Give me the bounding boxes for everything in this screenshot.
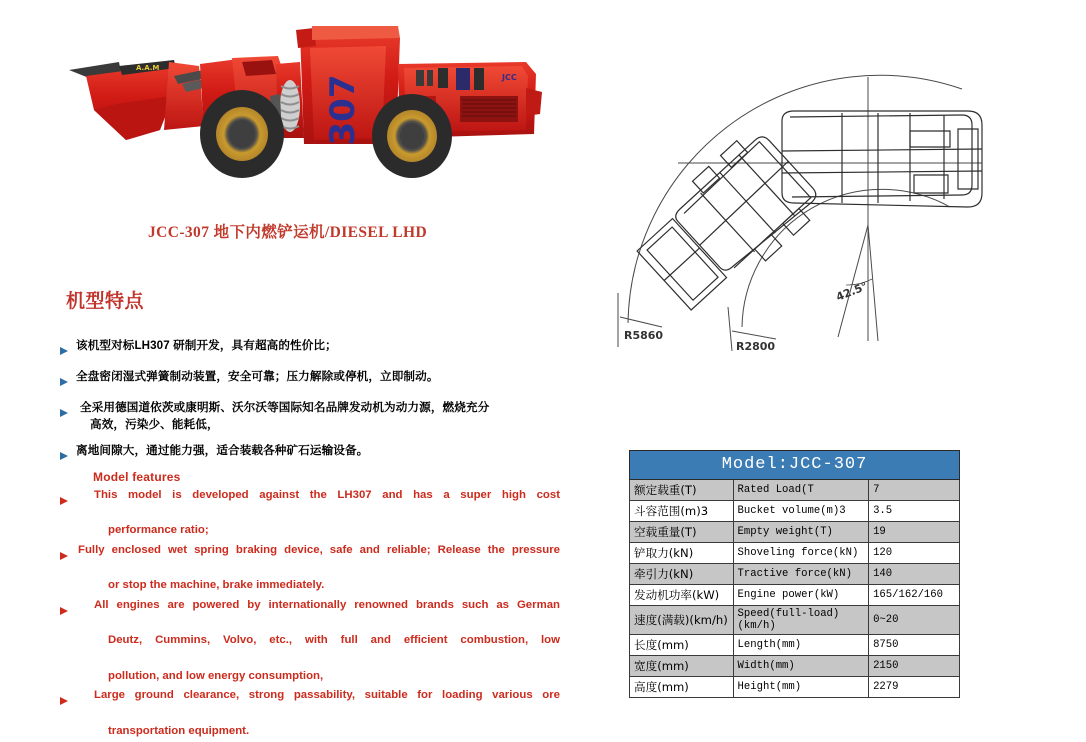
spec-label-cn: 宽度(mm)	[630, 656, 734, 677]
features-list-en	[60, 470, 560, 742]
spec-label-cn: 铲取力(kN)	[630, 543, 734, 564]
spec-value: 2150	[869, 656, 960, 677]
feature-text-en-line2: Deutz, Cummins, Volvo, etc., with full and efficient combustion, low	[108, 634, 560, 647]
feature-text-cn	[76, 400, 489, 434]
table-row	[630, 677, 960, 698]
table-row	[630, 564, 960, 585]
feature-text-en-line1: Large ground clearance, strong passability, suitable for loading various ore	[94, 689, 560, 702]
svg-text:A.A.M: A.A.M	[136, 64, 160, 72]
feature-text-cn: 该机型对标LH307 研制开发，具有超高的性价比；	[76, 339, 337, 352]
spec-label-en: Height(mm)	[733, 677, 869, 698]
spec-table	[629, 450, 960, 698]
spec-value: 8750	[869, 635, 960, 656]
features-heading-cn: 机型特点	[66, 291, 145, 312]
spec-label-en: Engine power(kW)	[733, 585, 869, 606]
feature-text-en-line2: transportation equipment.	[108, 724, 250, 737]
rear-wheel	[372, 94, 452, 178]
spec-label-cn: 高度(mm)	[630, 677, 734, 698]
spec-label-cn: 速度(满载)(km/h)	[630, 606, 734, 635]
feature-text-en-line3: pollution, and low energy consumption,	[108, 669, 324, 682]
feature-text-en	[78, 487, 560, 540]
bullet-triangle-icon	[60, 400, 76, 434]
feature-text-en-line2: or stop the machine, brake immediately.	[108, 579, 325, 592]
spec-value: 19	[869, 522, 960, 543]
unit-number-text: 307	[323, 74, 363, 146]
spec-value: 120	[869, 543, 960, 564]
turning-radius-diagram	[610, 55, 1010, 355]
spec-label-en: Shoveling force(kN)	[733, 543, 869, 564]
feature-text-cn: 离地间隙大，通过能力强，适合装载各种矿石运输设备。	[76, 443, 369, 457]
spec-label-cn: 空载重量(T)	[630, 522, 734, 543]
right-column	[600, 0, 1086, 695]
spec-label-cn: 长度(mm)	[630, 635, 734, 656]
feature-text-en-line1: All engines are powered by internationally renowned brands such as German	[94, 599, 560, 612]
table-row	[630, 501, 960, 522]
svg-text:JCC: JCC	[502, 73, 517, 82]
spec-value: 7	[869, 480, 960, 501]
feature-item-cn	[60, 338, 560, 360]
spec-label-cn: 发动机功率(kW)	[630, 585, 734, 606]
spec-label-cn: 额定载重(T)	[630, 480, 734, 501]
spec-value: 165/162/160	[869, 585, 960, 606]
spec-label-cn: 牵引力(kN)	[630, 564, 734, 585]
table-row	[630, 480, 960, 501]
bullet-triangle-icon	[60, 487, 78, 540]
bullet-triangle-icon	[60, 542, 78, 595]
spec-label-cn: 斗容范围(m)3	[630, 501, 734, 522]
feature-item-en	[60, 597, 560, 685]
spec-value: 3.5	[869, 501, 960, 522]
inner-radius-annotation	[728, 307, 776, 353]
feature-text-cn-line1: 全采用德国道依茨或康明斯、沃尔沃等国际知名品牌发动机为动力源，燃烧充分	[80, 401, 490, 414]
features-list-cn	[60, 338, 560, 474]
feature-text-cn: 全盘密闭湿式弹簧制动装置，安全可靠；压力解除或停机，立即制动。	[76, 370, 439, 383]
feature-item-en	[60, 542, 560, 595]
spec-label-en: Speed(full-load)(km/h)	[733, 606, 869, 635]
bullet-triangle-icon	[60, 443, 76, 465]
feature-text-en-line1: Fully enclosed wet spring braking device, safe and reliable; Release the pressure	[78, 544, 560, 557]
bullet-triangle-icon	[60, 338, 76, 360]
feature-item-cn	[60, 443, 560, 465]
machine-photo	[64, 18, 564, 196]
svg-text:R2800: R2800	[736, 340, 776, 353]
table-row	[630, 543, 960, 564]
outer-radius-annotation	[618, 293, 663, 347]
spec-label-en: Bucket volume(m)3	[733, 501, 869, 522]
svg-text:R5860: R5860	[624, 329, 664, 342]
spec-table-body	[630, 480, 960, 698]
spec-label-en: Tractive force(kN)	[733, 564, 869, 585]
table-row	[630, 585, 960, 606]
feature-item-cn	[60, 369, 560, 391]
table-row	[630, 522, 960, 543]
spec-label-en: Rated Load(T	[733, 480, 869, 501]
spec-label-en: Empty weight(T)	[733, 522, 869, 543]
bullet-triangle-icon	[60, 597, 78, 685]
front-wheel	[200, 90, 284, 178]
table-row	[630, 606, 960, 635]
table-row	[630, 635, 960, 656]
feature-text-en-line2: performance ratio;	[108, 524, 209, 537]
spec-label-en: Width(mm)	[733, 656, 869, 677]
feature-item-en	[60, 687, 560, 740]
feature-text-cn-line2: 高效，污染少、能耗低，	[90, 417, 219, 431]
feature-item-cn	[60, 400, 560, 434]
feature-text-en-line1: This model is developed against the LH307 and has a super high cost	[94, 489, 560, 501]
bullet-triangle-icon	[60, 369, 76, 391]
feature-text-en	[78, 597, 560, 685]
feature-text-en	[78, 687, 560, 740]
product-title: JCC-307 地下内燃铲运机/DIESEL LHD	[148, 224, 428, 241]
spec-value: 140	[869, 564, 960, 585]
feature-text-en	[78, 542, 560, 595]
spec-table-header-row	[630, 451, 960, 480]
spec-table-title: Model:JCC-307	[630, 451, 960, 480]
table-row	[630, 656, 960, 677]
features-heading-en: Model features	[93, 470, 181, 484]
articulation-angle-annotation: 42.5°	[834, 279, 870, 304]
feature-item-en	[60, 487, 560, 540]
spec-value: 0~20	[869, 606, 960, 635]
bullet-triangle-icon	[60, 687, 78, 740]
spec-label-en: Length(mm)	[733, 635, 869, 656]
spec-value: 2279	[869, 677, 960, 698]
